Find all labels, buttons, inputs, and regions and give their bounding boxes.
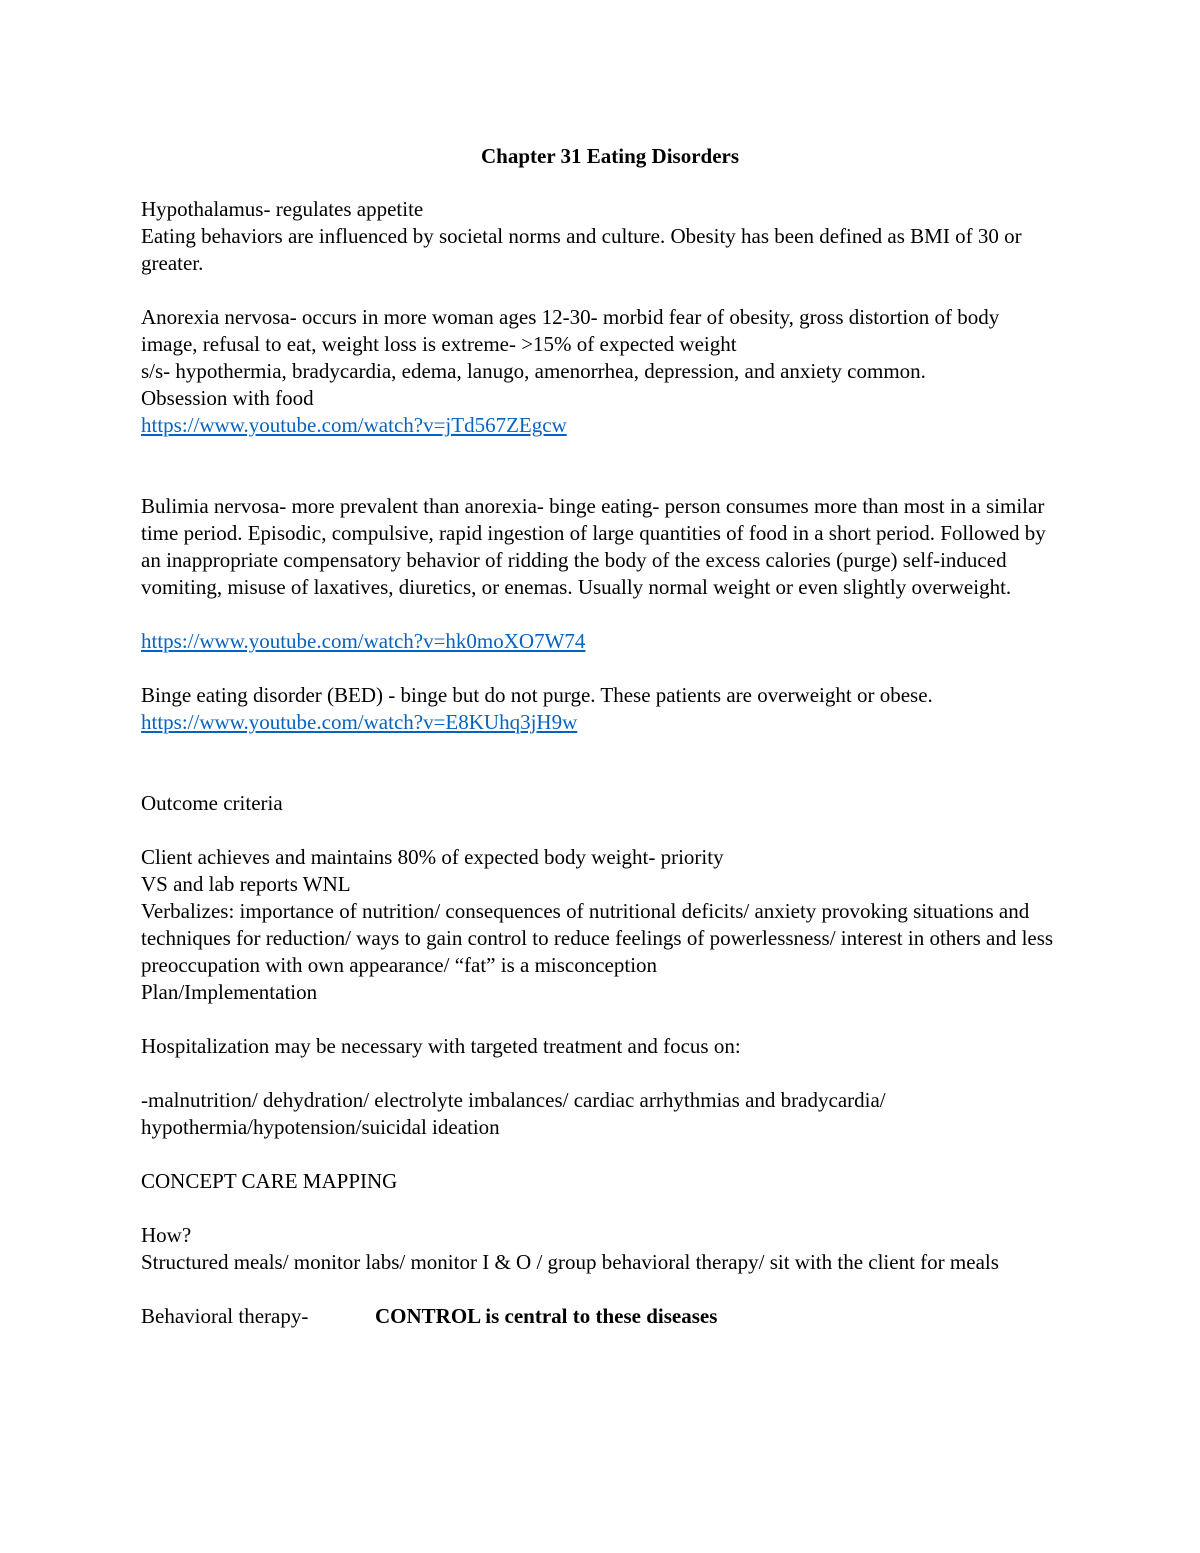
outcome-verbalizes: Verbalizes: importance of nutrition/ consequences of nutritional deficits/ anxiety provoking situations and techniques for reduction/ ways to gain control to reduce feelings of powerlessness/ interest in others and less preoccupation with own appearance/ “fat” is a misconception	[141, 899, 1054, 977]
concept-care-mapping: CONCEPT CARE MAPPING	[141, 1169, 398, 1193]
spacer	[141, 439, 1061, 493]
spacer	[141, 601, 1061, 628]
anorexia-obsession: Obsession with food	[141, 386, 314, 410]
spacer	[141, 1141, 1061, 1168]
outcome-item-weight: Client achieves and maintains 80% of expected body weight- priority	[141, 845, 724, 869]
anorexia-signs: s/s- hypothermia, bradycardia, edema, lanugo, amenorrhea, depression, and anxiety common.	[141, 359, 926, 383]
anorexia-definition: Anorexia nervosa- occurs in more woman ages 12-30- morbid fear of obesity, gross distortion of body image, refusal to eat, weight loss is extreme- >15% of expected weight	[141, 305, 1000, 356]
spacer	[141, 1276, 1061, 1303]
bulimia-video-link[interactable]: https://www.youtube.com/watch?v=hk0moXO7W74	[141, 629, 586, 653]
spacer	[141, 655, 1061, 682]
spacer	[141, 817, 1061, 844]
spacer	[141, 1060, 1061, 1087]
behavioral-therapy-label: Behavioral therapy-	[141, 1304, 309, 1328]
document-page	[141, 143, 1061, 1330]
spacer	[141, 1006, 1061, 1033]
anorexia-video-link[interactable]: https://www.youtube.com/watch?v=jTd567ZEgcw	[141, 413, 567, 437]
behavioral-therapy-row	[141, 1303, 1061, 1330]
hospitalization-list: -malnutrition/ dehydration/ electrolyte imbalances/ cardiac arrhythmias and bradycardia/ hypothermia/hypotension/suicidal ideation	[141, 1088, 886, 1139]
page-title: Chapter 31 Eating Disorders	[480, 144, 740, 168]
binge-definition: Binge eating disorder (BED) - binge but do not purge. These patients are overweight or obese.	[141, 683, 933, 707]
eating-behaviors-text: Eating behaviors are influenced by societal norms and culture. Obesity has been defined as BMI of 30 or greater.	[141, 224, 1022, 275]
hospitalization-text: Hospitalization may be necessary with targeted treatment and focus on:	[141, 1034, 741, 1058]
binge-video-link[interactable]: https://www.youtube.com/watch?v=E8KUhq3jH9w	[141, 710, 578, 734]
how-answer: Structured meals/ monitor labs/ monitor I & O / group behavioral therapy/ sit with the client for meals	[141, 1250, 999, 1274]
spacer	[141, 736, 1061, 790]
plan-implementation: Plan/Implementation	[141, 980, 318, 1004]
outcome-item-vs: VS and lab reports WNL	[141, 872, 351, 896]
spacer	[141, 1195, 1061, 1222]
hypothalamus-text: Hypothalamus- regulates appetite	[141, 197, 424, 221]
how-question: How?	[141, 1223, 192, 1247]
spacer	[141, 277, 1061, 304]
bulimia-definition: Bulimia nervosa- more prevalent than anorexia- binge eating- person consumes more than most in a similar time period. Episodic, compulsive, rapid ingestion of large quantities of food in a short period. Followed by an inappropriate compensatory behavior of ridding the body of the excess calories (purge) self-induced vomiting, misuse of laxatives, diuretics, or enemas. Usually normal weight or even slightly overweight.	[141, 494, 1046, 599]
control-emphasis: CONTROL is central to these diseases	[375, 1304, 718, 1328]
outcome-heading: Outcome criteria	[141, 791, 283, 815]
